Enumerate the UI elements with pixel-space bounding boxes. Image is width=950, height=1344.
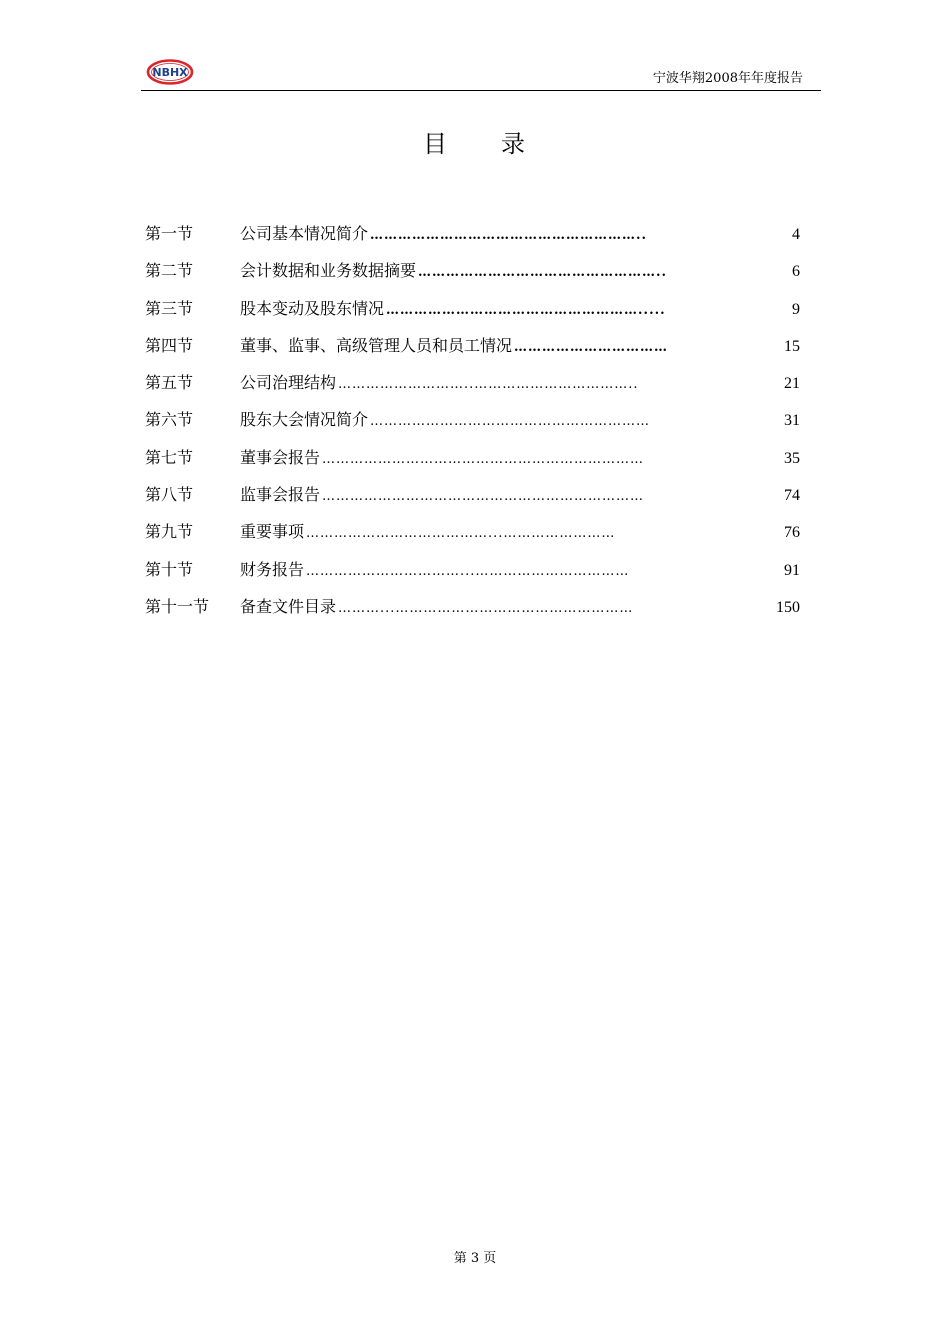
page-footer: 第 3 页 [453, 1251, 497, 1266]
toc-section-label: 第四节 [145, 335, 194, 355]
toc-row[interactable] [145, 517, 800, 554]
toc-entry-title: 股本变动及股东情况 [240, 298, 385, 318]
title-char-1: 目 [423, 130, 449, 158]
toc-page-number: 150 [776, 598, 800, 616]
toc-leader-dots: ………………………………………………..... [386, 302, 666, 318]
toc-row[interactable] [145, 405, 800, 442]
toc-leader-dots: …………………………………………………………… [322, 489, 645, 505]
toc-entry-title: 重要事项 [240, 522, 305, 542]
page-title [0, 124, 950, 159]
logo-text: NBHX [152, 66, 188, 80]
toc-page-number: 91 [784, 561, 800, 579]
toc-section-label: 第五节 [145, 373, 194, 393]
toc-page-number: 74 [784, 487, 800, 505]
toc-entry-title: 股东大会情况简介 [240, 410, 369, 430]
toc-section-label: 第六节 [145, 410, 194, 430]
toc-page-number: 15 [784, 337, 800, 355]
table-of-contents [145, 219, 800, 629]
toc-row[interactable] [145, 331, 800, 368]
toc-leader-dots: …………………………… [514, 339, 669, 355]
toc-row[interactable] [145, 480, 800, 517]
toc-leader-dots: ………………………..…………………………….. [338, 377, 639, 393]
toc-leader-dots: …………………………………...…………………… [306, 526, 616, 542]
toc-section-label: 第一节 [145, 224, 194, 243]
toc-leader-dots: …………………………………………………………… [322, 451, 645, 467]
toc-section-label: 第九节 [145, 522, 194, 542]
toc-entry-title: 会计数据和业务数据摘要 [240, 261, 417, 281]
toc-page-number: 76 [784, 524, 800, 542]
toc-page-number: 6 [792, 263, 800, 281]
nbhx-logo-icon [146, 59, 194, 85]
toc-leader-dots: …………………………………………………… [370, 414, 651, 430]
title-char-2: 录 [501, 130, 527, 158]
toc-leader-dots: ………...…………………………………………… [338, 600, 634, 616]
toc-entry-title: 监事会报告 [240, 485, 321, 505]
toc-leader-dots: ………………………………………………….. [370, 228, 648, 243]
toc-row[interactable] [145, 256, 800, 293]
toc-entry-title: 公司治理结构 [240, 373, 337, 393]
toc-row[interactable] [145, 443, 800, 480]
toc-leader-dots: …………………………………………….. [418, 265, 668, 281]
toc-page-number: 21 [784, 375, 800, 393]
toc-row[interactable] [145, 592, 800, 629]
toc-page-number: 31 [784, 412, 800, 430]
toc-section-label: 第十节 [145, 559, 194, 579]
toc-entry-title: 财务报告 [240, 559, 305, 579]
toc-row[interactable] [145, 368, 800, 405]
toc-page-number: 4 [792, 226, 800, 243]
header-title: 宁波华翔2008年年度报告 [652, 71, 803, 86]
page-header [141, 58, 821, 91]
toc-section-label: 第二节 [145, 261, 194, 281]
toc-page-number: 9 [792, 300, 800, 318]
toc-page-number: 35 [784, 449, 800, 467]
toc-section-label: 第七节 [145, 447, 194, 467]
toc-row[interactable] [145, 219, 800, 256]
toc-row[interactable] [145, 294, 800, 331]
toc-section-label: 第十一节 [145, 596, 210, 616]
toc-entry-title: 备查文件目录 [240, 596, 337, 616]
toc-section-label: 第三节 [145, 298, 194, 318]
toc-row[interactable] [145, 555, 800, 592]
toc-entry-title: 公司基本情况简介 [240, 224, 369, 243]
toc-entry-title: 董事、监事、高级管理人员和员工情况 [240, 335, 513, 355]
toc-leader-dots: ……………………………...…………………………… [306, 563, 630, 579]
toc-entry-title: 董事会报告 [240, 447, 321, 467]
toc-section-label: 第八节 [145, 485, 194, 505]
